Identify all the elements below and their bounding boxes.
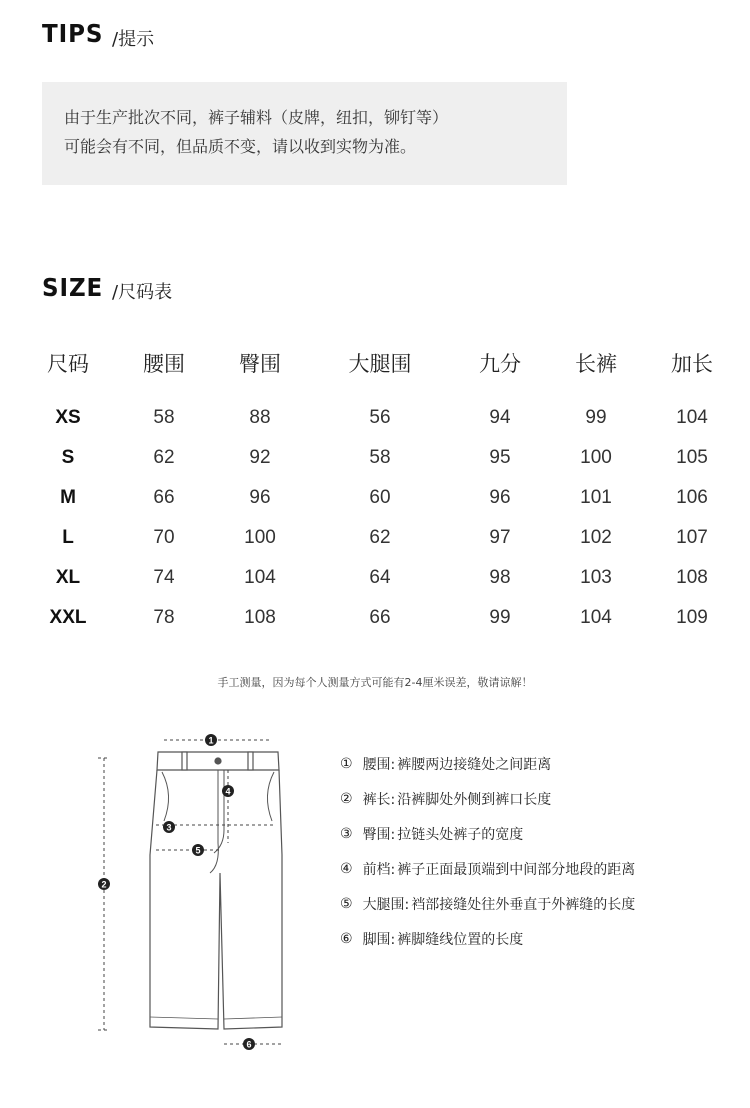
table-cell: 60: [369, 487, 391, 508]
table-cell: 100: [244, 527, 276, 548]
table-cell: 98: [489, 567, 511, 588]
table-cell: 106: [676, 487, 708, 508]
table-cell: M: [60, 487, 76, 508]
table-cell: 64: [369, 567, 391, 588]
tips-line-2: 可能会有不同，但品质不变，请以收到实物为准。: [64, 137, 417, 156]
table-cell: 102: [580, 527, 612, 548]
table-cell: XXL: [49, 607, 87, 628]
front-pocket: [162, 772, 169, 821]
table-cell: 66: [369, 607, 391, 628]
table-row: [20, 398, 740, 438]
zipper-fly: [210, 770, 218, 873]
col-header-waist: 腰围: [143, 352, 185, 376]
table-cell: 94: [489, 407, 511, 428]
legend-item-hip: [340, 823, 523, 845]
table-cell: 96: [489, 487, 511, 508]
table-cell: 92: [249, 447, 271, 468]
legend-desc: 裤腰两边接缝处之间距离: [397, 757, 552, 773]
table-cell: 97: [489, 527, 511, 548]
table-cell: 78: [153, 607, 175, 628]
table-cell: 101: [580, 487, 612, 508]
table-cell: 104: [580, 607, 612, 628]
legend-term: 裤长:: [362, 792, 396, 808]
size-table-header-row: [20, 340, 740, 386]
legend-item-length: [340, 788, 551, 810]
table-cell: 62: [153, 447, 175, 468]
table-cell: 99: [489, 607, 511, 628]
table-cell: 103: [580, 567, 612, 588]
measurement-note: 手工测量，因为每个人测量方式可能有2-4厘米误差，敬请谅解！: [217, 676, 533, 689]
table-cell: L: [62, 527, 74, 548]
table-row: [20, 438, 740, 478]
table-cell: 70: [153, 527, 175, 548]
table-cell: 108: [676, 567, 708, 588]
pants-outline: [150, 770, 282, 1029]
marker-3-label: 3: [166, 822, 172, 833]
table-cell: 66: [153, 487, 175, 508]
legend-term: 腰围:: [362, 757, 396, 773]
table-cell: 95: [489, 447, 511, 468]
col-header-long: 长裤: [575, 352, 617, 376]
legend-item-thigh: [340, 893, 635, 915]
size-heading: SIZE: [42, 273, 104, 302]
table-cell: XS: [55, 407, 81, 428]
table-cell: 58: [153, 407, 175, 428]
marker-2-label: 2: [101, 879, 107, 890]
col-header-ninth-length: 九分: [479, 352, 521, 376]
table-cell: S: [61, 447, 75, 468]
table-cell: 104: [676, 407, 708, 428]
waist-button: [215, 758, 221, 764]
legend-desc: 拉链头处裤子的宽度: [397, 827, 524, 843]
col-header-extra-long: 加长: [671, 352, 713, 376]
table-cell: 62: [369, 527, 391, 548]
table-cell: 56: [369, 407, 391, 428]
belt-loop: [182, 752, 187, 770]
size-subheading: /尺码表: [112, 282, 173, 303]
legend-term: 脚围:: [362, 932, 396, 948]
table-cell: 58: [369, 447, 391, 468]
legend-item-waist: [340, 753, 551, 775]
belt-loop: [248, 752, 253, 770]
marker-5-label: 5: [195, 845, 201, 856]
legend-desc: 沿裤脚处外侧到裤口长度: [397, 792, 552, 808]
tips-subheading: /提示: [112, 29, 155, 50]
legend-number: ⑤: [340, 896, 353, 912]
table-cell: 99: [585, 407, 607, 428]
table-cell: 109: [676, 607, 708, 628]
table-cell: 100: [580, 447, 612, 468]
table-row: [20, 598, 740, 638]
table-row: [20, 518, 740, 558]
legend-item-rise: [340, 858, 635, 880]
legend-desc: 裤子正面最顶端到中间部分地段的距离: [397, 862, 636, 878]
pants-measurement-diagram: [90, 725, 300, 1060]
table-cell: 104: [244, 567, 276, 588]
marker-6-label: 6: [246, 1039, 252, 1050]
marker-4-label: 4: [225, 786, 231, 797]
table-row: [20, 558, 740, 598]
marker-1-label: 1: [208, 735, 214, 746]
legend-number: ⑥: [340, 931, 353, 947]
table-cell: 74: [153, 567, 175, 588]
table-cell: 96: [249, 487, 271, 508]
table-cell: 108: [244, 607, 276, 628]
col-header-thigh: 大腿围: [348, 352, 412, 376]
table-cell: 88: [249, 407, 271, 428]
legend-number: ④: [340, 861, 353, 877]
tips-box: [42, 82, 567, 185]
legend-term: 大腿围:: [362, 897, 410, 913]
legend-number: ①: [340, 756, 353, 772]
legend-term: 臀围:: [362, 827, 396, 843]
col-header-size: 尺码: [47, 352, 89, 376]
legend-term: 前档:: [362, 862, 396, 878]
col-header-hip: 臀围: [239, 352, 281, 376]
table-cell: 105: [676, 447, 708, 468]
size-table: [20, 340, 740, 638]
legend-desc: 裤脚缝线位置的长度: [397, 932, 524, 948]
tips-line-1: 由于生产批次不同，裤子辅料（皮牌，纽扣，铆钉等）: [64, 108, 449, 127]
table-cell: 107: [676, 527, 708, 548]
table-row: [20, 478, 740, 518]
legend-item-hem: [340, 928, 523, 950]
tips-heading: TIPS: [42, 19, 104, 48]
legend-desc: 裆部接缝处往外垂直于外裤缝的长度: [411, 897, 636, 913]
front-pocket: [267, 772, 274, 821]
legend-number: ③: [340, 826, 353, 842]
table-cell: XL: [55, 567, 81, 588]
legend-number: ②: [340, 791, 353, 807]
